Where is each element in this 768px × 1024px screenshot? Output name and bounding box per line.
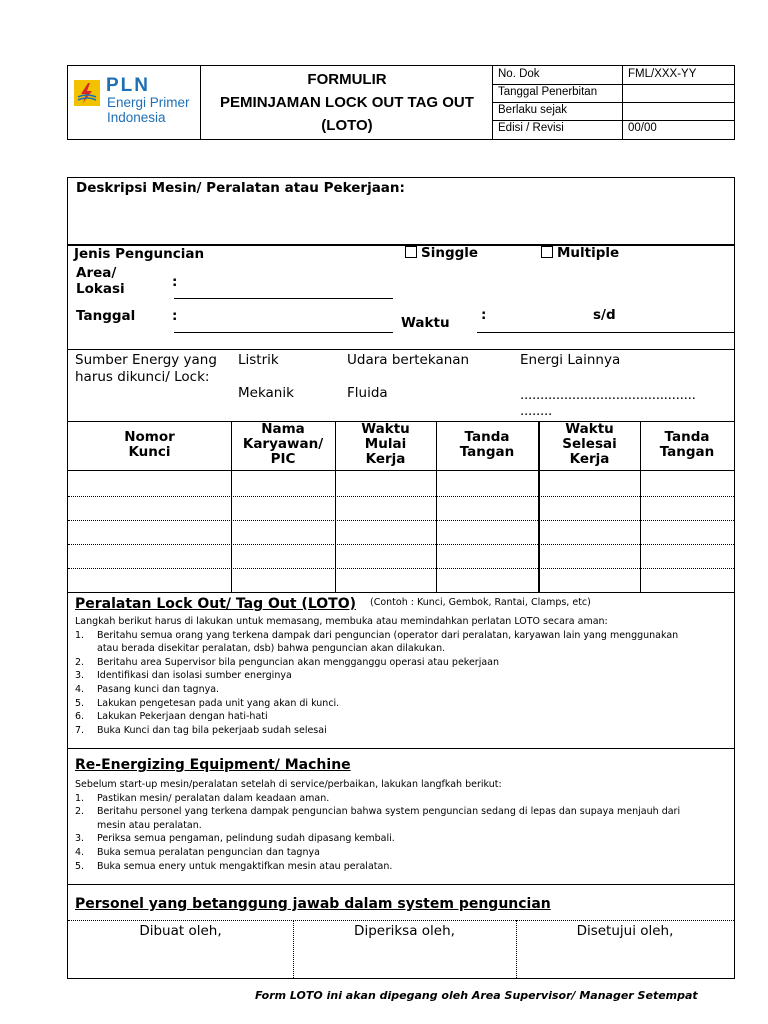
energy-mechanical[interactable]: Mekanik	[238, 385, 294, 401]
col-header-line: Kerja	[569, 451, 610, 467]
col-header-line: Tangan	[459, 444, 515, 460]
col-signature-1	[436, 430, 538, 460]
col-signature-2	[640, 430, 734, 460]
reenergize-step	[75, 805, 730, 819]
area-label: Area/	[76, 265, 117, 281]
col-divider	[436, 421, 437, 592]
meta-label: Tanggal Penerbitan	[498, 86, 598, 98]
step-number: 5.	[75, 697, 85, 709]
step-number: 6.	[75, 711, 85, 723]
loto-step	[75, 683, 730, 697]
multiple-label: Multiple	[557, 245, 620, 261]
energy-label-1: Sumber Energy yang	[75, 352, 217, 368]
single-checkbox[interactable]	[405, 246, 417, 258]
loto-form	[67, 177, 735, 979]
date-input[interactable]	[174, 332, 393, 333]
col-divider	[335, 421, 336, 592]
col-header-line: Nama	[261, 421, 305, 437]
reenergize-step	[75, 846, 730, 860]
area-input[interactable]	[174, 298, 393, 299]
energy-other-field[interactable]: ............................................	[520, 387, 696, 403]
energy-label-2: harus dikunci/ Lock:	[75, 369, 210, 385]
title-line-1: FORMULIR	[307, 71, 387, 88]
step-number: 7.	[75, 724, 85, 736]
col-header-line: Kerja	[365, 451, 406, 467]
table-row[interactable]	[68, 544, 734, 545]
reenergize-step	[75, 792, 730, 806]
loto-step	[75, 697, 730, 711]
step-text: Pasang kunci dan tagnya.	[97, 683, 220, 695]
loto-step	[75, 710, 730, 724]
footer-note: Form LOTO ini akan dipegang oleh Area Supervisor/ Manager Setempat	[255, 989, 698, 1002]
step-number: 2.	[75, 656, 85, 668]
divider	[68, 349, 734, 350]
step-text: Beritahu area Supervisor bila penguncian akan mengganggu operasi atau pekerjaan	[97, 656, 500, 668]
title-line-3: (LOTO)	[321, 117, 373, 134]
col-employee-name	[231, 422, 335, 467]
energy-electric[interactable]: Listrik	[238, 352, 279, 368]
col-divider	[640, 421, 641, 592]
meta-label: Edisi / Revisi	[498, 122, 564, 134]
time-label: Waktu	[401, 315, 450, 331]
col-header-line: Tanda	[664, 429, 710, 445]
loto-example-note: (Contoh : Kunci, Gembok, Rantai, Clamps, etc)	[370, 597, 591, 608]
reenergize-step	[75, 832, 730, 846]
step-number: 3.	[75, 670, 85, 682]
title-line-2: PEMINJAMAN LOCK OUT TAG OUT	[220, 94, 474, 111]
col-header-line: Selesai	[562, 436, 617, 452]
made-by-label: Dibuat oleh,	[139, 923, 222, 939]
col-header-line: Waktu	[565, 421, 614, 437]
meta-row-edition	[493, 120, 735, 139]
step-text: Buka Kunci dan tag bila pekerjaab sudah selesai	[97, 724, 327, 736]
lock-type-label: Jenis Penguncian	[74, 246, 205, 262]
divider	[68, 592, 734, 593]
single-label: Singgle	[421, 245, 479, 261]
reenergize-step	[75, 860, 730, 874]
until-label: s/d	[593, 307, 616, 323]
reenergize-section-title: Re-Energizing Equipment/ Machine	[75, 757, 351, 773]
energy-other-field-cont[interactable]: ........	[520, 403, 552, 419]
divider	[68, 884, 734, 885]
meta-row-issue-date	[493, 84, 735, 103]
step-text: Lakukan pengetesan pada unit yang akan di kunci.	[97, 697, 340, 709]
meta-label: Berlaku sejak	[498, 104, 568, 116]
energy-other[interactable]: Energi Lainnya	[520, 352, 621, 368]
step-number: 1.	[75, 792, 85, 804]
time-colon: :	[481, 307, 487, 323]
loto-instructions	[75, 615, 730, 737]
meta-value[interactable]: FML/XXX-YY	[622, 66, 735, 84]
energy-pressurized-air[interactable]: Udara bertekanan	[347, 352, 470, 368]
col-start-time	[335, 422, 436, 467]
meta-row-effective	[493, 102, 735, 121]
table-row[interactable]	[68, 568, 734, 569]
logo-cell	[68, 66, 201, 139]
single-option[interactable]	[405, 245, 478, 261]
loto-section-title: Peralatan Lock Out/ Tag Out (LOTO)	[75, 596, 356, 612]
multiple-option[interactable]	[541, 245, 619, 261]
col-header-line: Nomor	[124, 429, 175, 445]
date-label: Tanggal	[76, 308, 136, 324]
reenergize-instructions	[75, 778, 730, 873]
col-divider	[538, 421, 540, 592]
loto-step-cont: atau berada disekitar peralatan, dsb) bahwa penguncian akan dilakukan.	[97, 643, 446, 655]
time-input[interactable]	[477, 332, 734, 333]
step-number: 3.	[75, 833, 85, 845]
multiple-checkbox[interactable]	[541, 246, 553, 258]
col-header-line: Tanda	[464, 429, 510, 445]
col-header-line: Tangan	[659, 444, 715, 460]
location-label: Lokasi	[76, 281, 125, 297]
loto-step	[75, 629, 730, 643]
loto-step	[75, 669, 730, 683]
approved-by-label: Disetujui oleh,	[576, 923, 674, 939]
meta-value[interactable]	[622, 84, 735, 102]
step-text: Lakukan Pekerjaan dengan hati-hati	[97, 711, 268, 723]
loto-intro: Langkah berikut harus di lakukan untuk memasang, membuka atau memindahkan perlatan LOTO secara aman:	[75, 616, 608, 627]
col-divider	[231, 421, 232, 592]
col-header-line: PIC	[270, 451, 296, 467]
col-header-line: Kunci	[128, 444, 171, 460]
logo-line1: Energi Primer	[107, 95, 190, 110]
description-field[interactable]	[76, 200, 726, 242]
reenergize-step-cont: mesin atau peralatan.	[97, 819, 202, 831]
energy-fluid[interactable]: Fluida	[347, 385, 388, 401]
logo-line2: Indonesia	[107, 110, 166, 125]
col-finish-time	[539, 422, 640, 467]
step-number: 5.	[75, 860, 85, 872]
table-header-divider	[68, 470, 734, 471]
step-text: Pastikan mesin/ peralatan dalam keadaan aman.	[97, 792, 330, 804]
description-label: Deskripsi Mesin/ Peralatan atau Pekerjaan:	[76, 180, 405, 196]
checked-by-label: Diperiksa oleh,	[354, 923, 455, 939]
col-header-line: Mulai	[364, 436, 407, 452]
step-text: Identifikasi dan isolasi sumber energinya	[97, 670, 292, 682]
step-text: Beritahu personel yang terkena dampak penguncian bahwa system penguncian sedang di lepas dan supaya menjauh dari	[97, 806, 681, 818]
document-header	[67, 65, 735, 140]
meta-row-doc-no	[493, 66, 735, 85]
signature-row-top	[68, 920, 734, 921]
pln-logo-icon	[74, 80, 100, 106]
table-row[interactable]	[68, 496, 734, 497]
col-header-line: Waktu	[361, 421, 410, 437]
step-text: Beritahu semua orang yang terkena dampak dari penguncian (operator dari peralatan, karyawan lain yang menggunakan	[97, 629, 679, 641]
step-number: 4.	[75, 846, 85, 858]
divider	[68, 748, 734, 749]
step-number: 4.	[75, 683, 85, 695]
form-title	[201, 66, 493, 139]
meta-label: No. Dok	[498, 68, 540, 80]
step-text: Buka semua peralatan penguncian dan tagnya	[97, 846, 320, 858]
personnel-section-title: Personel yang betanggung jawab dalam system penguncian	[75, 896, 551, 912]
table-row[interactable]	[68, 520, 734, 521]
date-colon: :	[172, 308, 178, 324]
reenergize-intro: Sebelum start-up mesin/peralatan setelah di service/perbaikan, lakukan langfkah berikut:	[75, 779, 502, 790]
area-colon: :	[172, 274, 178, 290]
meta-value[interactable]: 00/00	[622, 120, 735, 139]
loto-step	[75, 656, 730, 670]
meta-value[interactable]	[622, 102, 735, 120]
logo-brand: PLN	[106, 75, 150, 96]
loto-step	[75, 724, 730, 738]
step-number: 2.	[75, 806, 85, 818]
step-text: Periksa semua pengaman, pelindung sudah dipasang kembali.	[97, 833, 395, 845]
col-lock-number	[68, 430, 231, 460]
step-number: 1.	[75, 629, 85, 641]
col-header-line: Karyawan/	[242, 436, 324, 452]
step-text: Buka semua enery untuk mengaktifkan mesin atau peralatan.	[97, 860, 393, 872]
